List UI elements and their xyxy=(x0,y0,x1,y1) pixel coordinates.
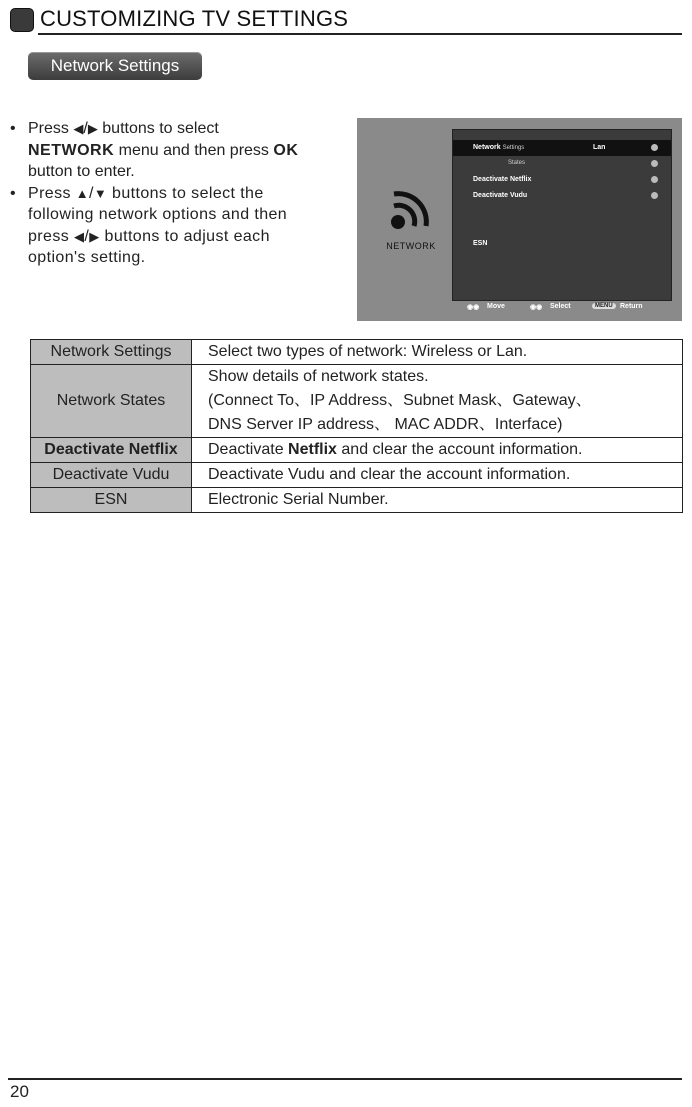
header-square-icon xyxy=(10,8,34,32)
arrow-circle-icon xyxy=(651,160,658,167)
instruction-2 xyxy=(10,183,336,269)
tv-menu-item-network-settings[interactable] xyxy=(453,140,671,156)
table-value xyxy=(192,365,683,438)
left-arrow-icon: ◀ xyxy=(73,121,84,136)
table-row xyxy=(31,365,683,438)
tv-menu-item-esn[interactable] xyxy=(453,236,671,252)
table-row xyxy=(31,438,683,463)
table-value: Deactivate Vudu and clear the account information. xyxy=(192,463,683,488)
tv-menu-label: Deactivate Vudu xyxy=(473,192,528,199)
select-icon: ◉◉ xyxy=(530,304,543,311)
tv-menu-item-states[interactable] xyxy=(453,156,671,172)
table-value-line: DNS Server IP address、 MAC ADDR、Interface) xyxy=(208,416,563,433)
instructions xyxy=(10,118,336,269)
hint-move: Move xyxy=(487,303,505,310)
instr-line3: buttons to adjust each xyxy=(104,227,270,245)
hint-select: Select xyxy=(550,303,571,310)
table-value: Select two types of network: Wireless or Lan. xyxy=(192,340,683,365)
tv-menu-label: Deactivate Netflix xyxy=(473,176,532,183)
section-label: Network Settings xyxy=(28,52,202,80)
right-arrow-icon: ▶ xyxy=(87,121,98,136)
tv-menu-value: Lan xyxy=(593,144,606,151)
hint-return: Return xyxy=(620,303,643,310)
table-value-line: Show details of network states. xyxy=(208,368,429,385)
instr-line2: following network options and then xyxy=(28,206,288,223)
tv-hint-bar xyxy=(452,301,670,315)
instr-press: Press xyxy=(28,120,69,137)
table-key: Network States xyxy=(31,365,192,438)
table-row xyxy=(31,340,683,365)
table-row xyxy=(31,463,683,488)
arrow-circle-icon xyxy=(651,176,658,183)
table-value xyxy=(192,438,683,463)
table-key: Deactivate Vudu xyxy=(31,463,192,488)
tv-category-label: NETWORK xyxy=(386,241,436,251)
page-header xyxy=(8,6,682,34)
footer-rule xyxy=(8,1078,682,1080)
tv-menu-item-deactivate-vudu[interactable] xyxy=(453,188,671,204)
instr-buttons-select: buttons to select xyxy=(102,120,219,137)
table-value: Electronic Serial Number. xyxy=(192,488,683,513)
table-key: Deactivate Netflix xyxy=(31,438,192,463)
table-value-pre: Deactivate xyxy=(208,441,284,458)
arrow-circle-icon xyxy=(651,192,658,199)
table-row xyxy=(31,488,683,513)
menu-key-icon: MENU xyxy=(592,303,616,309)
bullet-icon: • xyxy=(10,184,17,202)
slash: / xyxy=(84,227,90,245)
menu-name: NETWORK xyxy=(28,141,115,159)
instr-press2: press xyxy=(28,227,70,245)
instr-enter: button to enter. xyxy=(28,163,135,180)
move-icon: ◉◉ xyxy=(467,304,480,311)
page-title: CUSTOMIZING TV SETTINGS xyxy=(40,6,349,31)
tv-menu-label: Network xyxy=(473,144,501,151)
left-arrow-icon: ◀ xyxy=(73,228,85,244)
right-arrow-icon: ▶ xyxy=(89,228,100,244)
tv-menu-panel xyxy=(452,129,672,301)
instr-line4: option's setting. xyxy=(28,249,146,266)
table-value-bold: Netflix xyxy=(288,441,337,458)
bullet-icon: • xyxy=(10,120,16,137)
table-value-post: and clear the account information. xyxy=(341,441,583,458)
tv-menu-item-deactivate-netflix[interactable] xyxy=(453,172,671,188)
tv-menu-screenshot xyxy=(357,118,682,321)
tv-menu-sublabel: Settings xyxy=(502,145,525,151)
table-value-line: (Connect To、IP Address、Subnet Mask、Gateway、 xyxy=(208,392,592,409)
table-key: ESN xyxy=(31,488,192,513)
instruction-1 xyxy=(10,118,336,183)
slash: / xyxy=(83,120,88,137)
instr-menu-press: menu and then press xyxy=(118,141,269,159)
arrow-circle-icon xyxy=(651,144,658,151)
ok-key: OK xyxy=(273,141,299,159)
page-number: 20 xyxy=(10,1082,29,1101)
network-options-table xyxy=(30,339,683,513)
up-arrow-icon: ▲ xyxy=(75,185,90,201)
instr-line1: buttons to select the xyxy=(112,184,264,202)
down-arrow-icon: ▼ xyxy=(93,185,108,201)
tv-menu-label: States xyxy=(508,160,526,166)
instr-press: Press xyxy=(28,184,71,202)
wifi-icon xyxy=(384,186,434,236)
table-key: Network Settings xyxy=(31,340,192,365)
header-rule xyxy=(38,33,682,35)
tv-menu-label: ESN xyxy=(473,240,488,247)
slash: / xyxy=(89,184,94,202)
